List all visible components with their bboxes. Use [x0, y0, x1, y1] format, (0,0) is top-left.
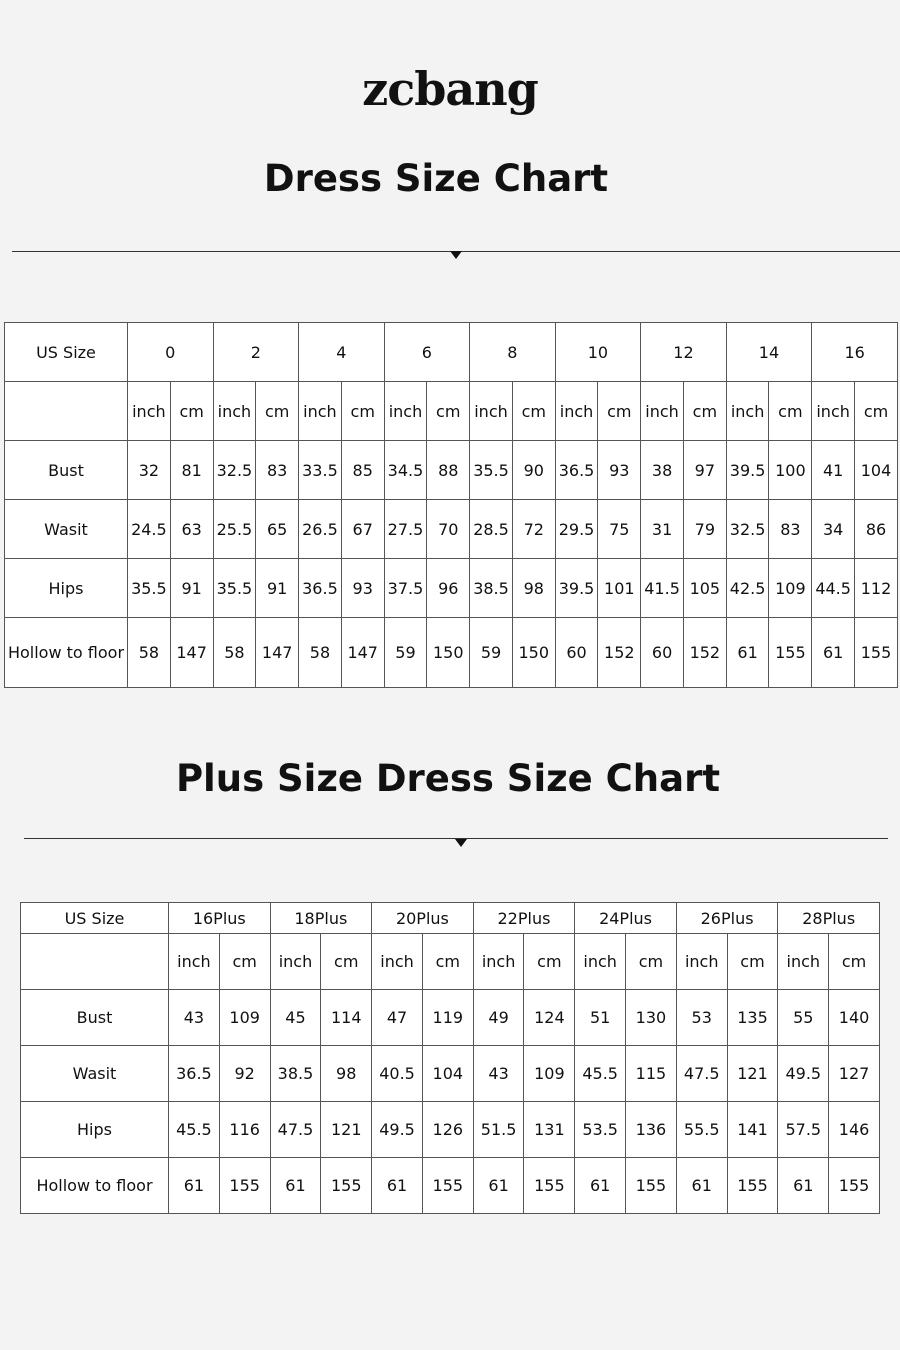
- table-cell: 42.5: [726, 559, 769, 618]
- row-label: Wasit: [5, 500, 128, 559]
- table-cell: 24.5: [128, 500, 171, 559]
- table-cell: 61: [372, 1158, 423, 1214]
- table-cell: 28.5: [470, 500, 513, 559]
- size-header: 6: [384, 323, 470, 382]
- table-cell: 72: [512, 500, 555, 559]
- unit-inch: inch: [575, 934, 626, 990]
- table-cell: 33.5: [299, 441, 342, 500]
- unit-cm: cm: [341, 382, 384, 441]
- size-header: 26Plus: [676, 903, 778, 934]
- table-cell: 45.5: [169, 1102, 220, 1158]
- table-cell: 114: [321, 990, 372, 1046]
- table-cell: 61: [676, 1158, 727, 1214]
- table-cell: 32.5: [726, 500, 769, 559]
- table-cell: 39.5: [726, 441, 769, 500]
- table-cell: 152: [683, 618, 726, 688]
- table-cell: 83: [256, 441, 299, 500]
- table-cell: 53.5: [575, 1102, 626, 1158]
- table-cell: 155: [727, 1158, 778, 1214]
- table-cell: 58: [128, 618, 171, 688]
- table-cell: 61: [473, 1158, 524, 1214]
- unit-inch: inch: [372, 934, 423, 990]
- table-cell: 88: [427, 441, 470, 500]
- unit-cm: cm: [170, 382, 213, 441]
- row-label: Hollow to floor: [5, 618, 128, 688]
- table-cell: 140: [829, 990, 880, 1046]
- table-cell: 116: [219, 1102, 270, 1158]
- size-header: 8: [470, 323, 556, 382]
- table-cell: 83: [769, 500, 812, 559]
- plus-size-table: [20, 902, 880, 1214]
- table-row: [21, 990, 880, 1046]
- table-cell: 37.5: [384, 559, 427, 618]
- table-cell: 100: [769, 441, 812, 500]
- table-cell: 57.5: [778, 1102, 829, 1158]
- table-cell: 104: [422, 1046, 473, 1102]
- unit-inch: inch: [470, 382, 513, 441]
- table-cell: 96: [427, 559, 470, 618]
- table-cell: 147: [170, 618, 213, 688]
- table-cell: 109: [219, 990, 270, 1046]
- table-cell: 150: [427, 618, 470, 688]
- table-cell: 41.5: [641, 559, 684, 618]
- table-cell: 109: [524, 1046, 575, 1102]
- table-cell: 155: [422, 1158, 473, 1214]
- row-label: Wasit: [21, 1046, 169, 1102]
- table-cell: 41: [812, 441, 855, 500]
- table-cell: 155: [855, 618, 898, 688]
- table-cell: 35.5: [213, 559, 256, 618]
- table-header-row: [5, 323, 898, 382]
- triangle-down-icon: [450, 251, 462, 259]
- unit-cm: cm: [524, 934, 575, 990]
- row-label: Bust: [5, 441, 128, 500]
- table-cell: 75: [598, 500, 641, 559]
- row-label: Bust: [21, 990, 169, 1046]
- table-cell: 70: [427, 500, 470, 559]
- table-cell: 101: [598, 559, 641, 618]
- table-cell: 35.5: [470, 441, 513, 500]
- table-cell: 36.5: [169, 1046, 220, 1102]
- unit-inch: inch: [812, 382, 855, 441]
- table-cell: 79: [683, 500, 726, 559]
- table-cell: 45: [270, 990, 321, 1046]
- table-cell: 39.5: [555, 559, 598, 618]
- table-row: [21, 1046, 880, 1102]
- table-row: [21, 1102, 880, 1158]
- table-cell: 124: [524, 990, 575, 1046]
- table-cell: 49.5: [372, 1102, 423, 1158]
- size-header: 14: [726, 323, 812, 382]
- table-cell: 34.5: [384, 441, 427, 500]
- table-cell: 121: [321, 1102, 372, 1158]
- table-cell: 61: [169, 1158, 220, 1214]
- table-cell: 109: [769, 559, 812, 618]
- table-row: [5, 618, 898, 688]
- table-cell: 65: [256, 500, 299, 559]
- table-cell: 93: [598, 441, 641, 500]
- table-cell: 135: [727, 990, 778, 1046]
- table-cell: 155: [626, 1158, 677, 1214]
- table-cell: 104: [855, 441, 898, 500]
- table-cell: 58: [299, 618, 342, 688]
- row-label: Hips: [21, 1102, 169, 1158]
- unit-inch: inch: [128, 382, 171, 441]
- unit-inch: inch: [213, 382, 256, 441]
- unit-cm: cm: [256, 382, 299, 441]
- table-cell: 86: [855, 500, 898, 559]
- table-cell: 44.5: [812, 559, 855, 618]
- table-cell: 26.5: [299, 500, 342, 559]
- table-row: [5, 559, 898, 618]
- unit-cm: cm: [598, 382, 641, 441]
- table-header-row: [21, 903, 880, 934]
- table-cell: 112: [855, 559, 898, 618]
- unit-cm: cm: [626, 934, 677, 990]
- table-cell: 61: [726, 618, 769, 688]
- table-cell: 45.5: [575, 1046, 626, 1102]
- table-cell: 61: [778, 1158, 829, 1214]
- unit-cm: cm: [727, 934, 778, 990]
- unit-inch: inch: [270, 934, 321, 990]
- row-label: Hips: [5, 559, 128, 618]
- table-cell: 58: [213, 618, 256, 688]
- table-cell: 126: [422, 1102, 473, 1158]
- table-cell: 38.5: [470, 559, 513, 618]
- table-cell: 152: [598, 618, 641, 688]
- table-cell: 155: [219, 1158, 270, 1214]
- empty-cell: [5, 382, 128, 441]
- table-cell: 63: [170, 500, 213, 559]
- size-header: 16: [812, 323, 898, 382]
- size-header: 0: [128, 323, 214, 382]
- table-cell: 53: [676, 990, 727, 1046]
- table-cell: 90: [512, 441, 555, 500]
- dress-size-chart-title: Dress Size Chart: [263, 157, 609, 200]
- table-cell: 47.5: [270, 1102, 321, 1158]
- unit-inch: inch: [169, 934, 220, 990]
- size-header: 18Plus: [270, 903, 372, 934]
- unit-inch: inch: [473, 934, 524, 990]
- table-cell: 91: [170, 559, 213, 618]
- table-cell: 35.5: [128, 559, 171, 618]
- us-size-header: US Size: [21, 903, 169, 934]
- table-cell: 32.5: [213, 441, 256, 500]
- table-row: [5, 500, 898, 559]
- table-cell: 36.5: [555, 441, 598, 500]
- table-cell: 150: [512, 618, 555, 688]
- table-cell: 61: [270, 1158, 321, 1214]
- table-cell: 61: [812, 618, 855, 688]
- table-cell: 121: [727, 1046, 778, 1102]
- table-cell: 136: [626, 1102, 677, 1158]
- table-cell: 43: [169, 990, 220, 1046]
- table-cell: 97: [683, 441, 726, 500]
- table-cell: 131: [524, 1102, 575, 1158]
- unit-inch: inch: [384, 382, 427, 441]
- table-cell: 147: [256, 618, 299, 688]
- table-cell: 67: [341, 500, 384, 559]
- table-cell: 60: [555, 618, 598, 688]
- row-label: Hollow to floor: [21, 1158, 169, 1214]
- table-cell: 119: [422, 990, 473, 1046]
- unit-cm: cm: [683, 382, 726, 441]
- table-row: [5, 441, 898, 500]
- table-cell: 38: [641, 441, 684, 500]
- table-cell: 47.5: [676, 1046, 727, 1102]
- table-cell: 91: [256, 559, 299, 618]
- table-row: [21, 1158, 880, 1214]
- unit-cm: cm: [512, 382, 555, 441]
- table-cell: 146: [829, 1102, 880, 1158]
- table-cell: 127: [829, 1046, 880, 1102]
- table-cell: 40.5: [372, 1046, 423, 1102]
- size-header: 22Plus: [473, 903, 575, 934]
- table-cell: 155: [769, 618, 812, 688]
- size-header: 4: [299, 323, 385, 382]
- table-cell: 49.5: [778, 1046, 829, 1102]
- table-cell: 49: [473, 990, 524, 1046]
- size-header: 20Plus: [372, 903, 474, 934]
- unit-inch: inch: [676, 934, 727, 990]
- table-cell: 38.5: [270, 1046, 321, 1102]
- table-cell: 155: [321, 1158, 372, 1214]
- unit-cm: cm: [829, 934, 880, 990]
- table-cell: 81: [170, 441, 213, 500]
- unit-inch: inch: [299, 382, 342, 441]
- units-row: [5, 382, 898, 441]
- plus-size-chart-title: Plus Size Dress Size Chart: [175, 757, 721, 800]
- unit-cm: cm: [422, 934, 473, 990]
- unit-inch: inch: [555, 382, 598, 441]
- table-cell: 155: [524, 1158, 575, 1214]
- table-cell: 47: [372, 990, 423, 1046]
- table-cell: 61: [575, 1158, 626, 1214]
- table-cell: 55.5: [676, 1102, 727, 1158]
- unit-cm: cm: [321, 934, 372, 990]
- unit-inch: inch: [778, 934, 829, 990]
- table-cell: 31: [641, 500, 684, 559]
- brand-logo: zcbang: [362, 62, 538, 116]
- table-cell: 59: [384, 618, 427, 688]
- unit-cm: cm: [219, 934, 270, 990]
- triangle-down-icon: [455, 839, 467, 847]
- table-cell: 98: [321, 1046, 372, 1102]
- size-header: 16Plus: [169, 903, 271, 934]
- size-header: 2: [213, 323, 299, 382]
- unit-cm: cm: [769, 382, 812, 441]
- size-header: 28Plus: [778, 903, 880, 934]
- table-cell: 98: [512, 559, 555, 618]
- table-cell: 85: [341, 441, 384, 500]
- table-cell: 115: [626, 1046, 677, 1102]
- table-cell: 147: [341, 618, 384, 688]
- table-cell: 59: [470, 618, 513, 688]
- unit-inch: inch: [726, 382, 769, 441]
- table-cell: 32: [128, 441, 171, 500]
- unit-cm: cm: [855, 382, 898, 441]
- table-cell: 43: [473, 1046, 524, 1102]
- us-size-header: US Size: [5, 323, 128, 382]
- table-cell: 34: [812, 500, 855, 559]
- size-header: 24Plus: [575, 903, 677, 934]
- table-cell: 55: [778, 990, 829, 1046]
- unit-cm: cm: [427, 382, 470, 441]
- table-cell: 36.5: [299, 559, 342, 618]
- table-cell: 105: [683, 559, 726, 618]
- size-header: 12: [641, 323, 727, 382]
- table-cell: 93: [341, 559, 384, 618]
- size-header: 10: [555, 323, 641, 382]
- table-cell: 60: [641, 618, 684, 688]
- unit-inch: inch: [641, 382, 684, 441]
- table-cell: 92: [219, 1046, 270, 1102]
- units-row: [21, 934, 880, 990]
- table-cell: 155: [829, 1158, 880, 1214]
- table-cell: 130: [626, 990, 677, 1046]
- dress-size-table: [4, 322, 898, 688]
- table-cell: 27.5: [384, 500, 427, 559]
- table-cell: 25.5: [213, 500, 256, 559]
- table-cell: 51: [575, 990, 626, 1046]
- table-cell: 51.5: [473, 1102, 524, 1158]
- table-cell: 29.5: [555, 500, 598, 559]
- table-cell: 141: [727, 1102, 778, 1158]
- empty-cell: [21, 934, 169, 990]
